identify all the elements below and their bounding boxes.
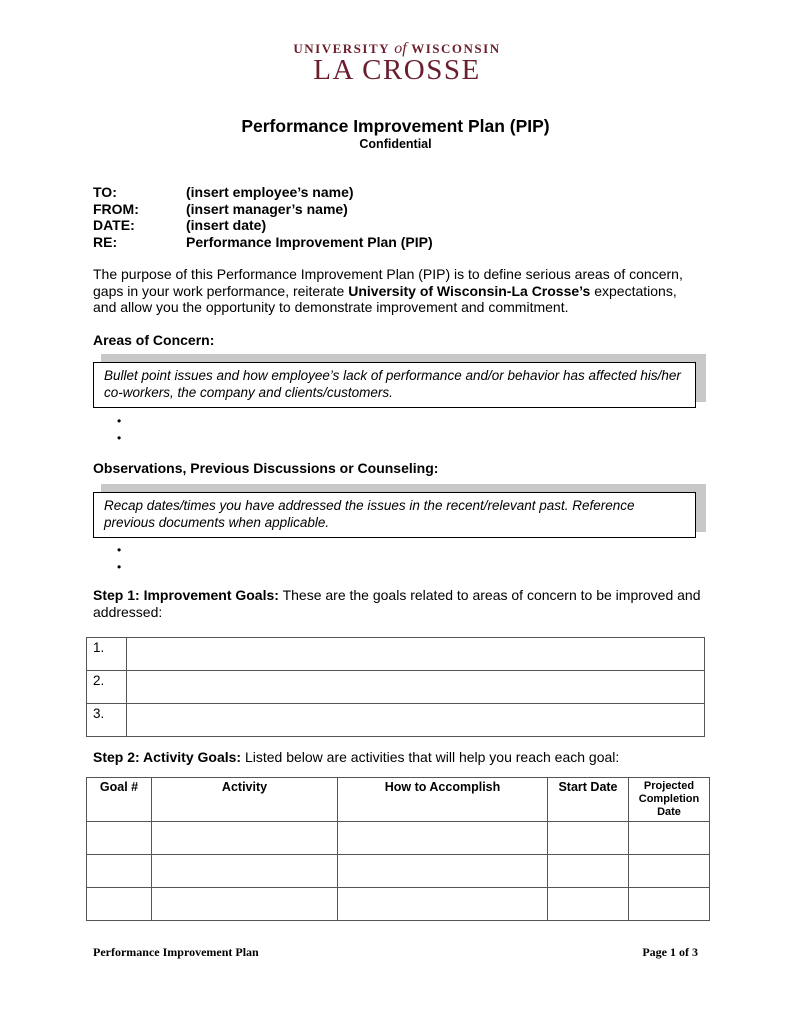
memo-value: (insert manager’s name)	[186, 200, 348, 217]
table-cell[interactable]	[338, 855, 548, 888]
areas-instruction-box	[93, 362, 706, 410]
memo-row-date	[93, 217, 433, 234]
goal-entry-cell[interactable]	[127, 704, 705, 737]
column-header-start-date: Start Date	[548, 778, 629, 822]
column-header-goal: Goal #	[87, 778, 152, 822]
areas-instruction-text[interactable]: Bullet point issues and how employee’s lack of performance and/or behavior has affected his/her co-workers, the company and clients/customers.	[93, 362, 696, 408]
table-cell[interactable]	[548, 855, 629, 888]
step2-label: Step 2: Activity Goals:	[93, 749, 242, 765]
memo-row-from	[93, 201, 433, 218]
column-header-how: How to Accomplish	[338, 778, 548, 822]
footer-page-number: Page 1 of 3	[642, 945, 698, 959]
table-cell[interactable]	[87, 822, 152, 855]
goal-number-cell: 3.	[87, 704, 127, 737]
observations-heading: Observations, Previous Discussions or Counseling:	[93, 460, 439, 476]
memo-value: (insert date)	[186, 217, 267, 233]
areas-of-concern-heading: Areas of Concern:	[93, 332, 215, 348]
list-item[interactable]: •	[117, 414, 122, 428]
memo-label: TO:	[93, 184, 117, 200]
table-cell[interactable]	[152, 822, 338, 855]
step1-label: Step 1: Improvement Goals:	[93, 587, 279, 603]
table-cell[interactable]	[548, 822, 629, 855]
step1-text: These are the goals related to areas of concern to be improved and addressed:	[93, 587, 701, 620]
list-item[interactable]: •	[117, 559, 122, 574]
observations-instruction-box	[93, 492, 706, 540]
goal-entry-cell[interactable]	[127, 671, 705, 704]
memo-label: FROM:	[93, 200, 139, 217]
step2-description	[93, 749, 703, 766]
table-cell[interactable]	[629, 822, 710, 855]
logo-word-university: UNIVERSITY	[293, 41, 390, 56]
list-item[interactable]: •	[117, 543, 122, 557]
table-row	[87, 855, 710, 888]
memo-row-re	[93, 234, 433, 251]
memo-value: (insert employee’s name)	[186, 184, 354, 200]
table-cell[interactable]	[338, 888, 548, 921]
purpose-text-1: The purpose of this Performance Improvement Plan (PIP) is to define serious areas of concern, gaps in your work performance, reiterate	[93, 266, 683, 299]
table-row	[87, 822, 710, 855]
table-cell[interactable]	[87, 855, 152, 888]
memo-row-to	[93, 184, 433, 201]
column-header-completion-date: Projected Completion Date	[629, 778, 710, 822]
observations-instruction-text[interactable]: Recap dates/times you have addressed the issues in the recent/relevant past. Reference previous documents when applicable.	[93, 492, 696, 538]
goal-number-cell: 1.	[87, 638, 127, 671]
memo-label: DATE:	[93, 217, 135, 233]
table-cell[interactable]	[629, 855, 710, 888]
memo-label: RE:	[93, 233, 118, 250]
page-subtitle: Confidential	[359, 137, 432, 151]
purpose-text-2: expectations, and allow you the opportunity to demonstrate improvement and commitment.	[93, 282, 677, 315]
areas-bullet-list	[117, 413, 121, 446]
step2-text: Listed below are activities that will help you reach each goal:	[241, 749, 620, 765]
logo-word-wisconsin: WISCONSIN	[411, 41, 501, 56]
table-row	[87, 888, 710, 921]
goal-number-cell: 2.	[87, 671, 127, 704]
step1-description	[93, 587, 703, 620]
improvement-goals-table	[86, 637, 705, 737]
table-cell[interactable]	[629, 888, 710, 921]
university-logo	[290, 42, 504, 84]
memo-header	[93, 184, 433, 250]
table-cell[interactable]	[338, 822, 548, 855]
table-cell[interactable]	[548, 888, 629, 921]
table-row	[87, 704, 705, 737]
footer-document-title: Performance Improvement Plan	[93, 945, 259, 959]
table-cell[interactable]	[152, 888, 338, 921]
activity-goals-table	[86, 777, 710, 921]
goal-entry-cell[interactable]	[127, 638, 705, 671]
memo-value: Performance Improvement Plan (PIP)	[186, 233, 433, 250]
column-header-activity: Activity	[152, 778, 338, 822]
purpose-paragraph	[93, 266, 703, 316]
list-item[interactable]: •	[117, 430, 122, 445]
table-header-row	[87, 778, 710, 822]
purpose-text-bold: University of Wisconsin-La Crosse’s	[348, 282, 591, 299]
logo-word-of: of	[394, 40, 407, 57]
logo-line-2: LA CROSSE	[313, 54, 481, 86]
table-row	[87, 671, 705, 704]
table-cell[interactable]	[87, 888, 152, 921]
observations-bullet-list	[117, 542, 121, 575]
table-cell[interactable]	[152, 855, 338, 888]
page-title: Performance Improvement Plan (PIP)	[241, 116, 550, 136]
table-row	[87, 638, 705, 671]
